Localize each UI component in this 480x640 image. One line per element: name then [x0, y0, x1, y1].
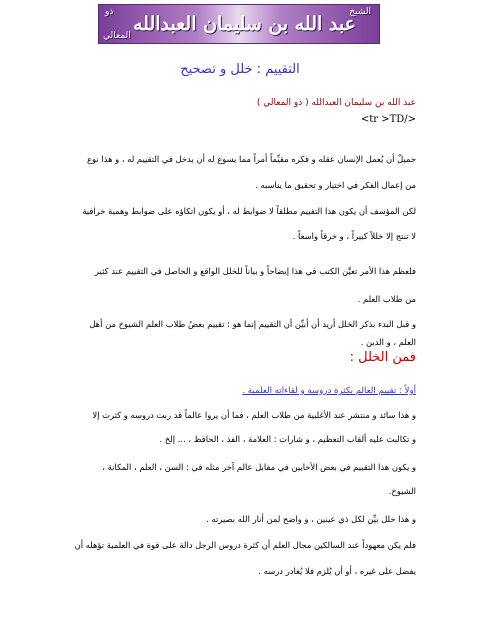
paragraph-line: من طلاب العلم . — [357, 294, 416, 304]
banner-nickname-bottom: المعالي — [103, 31, 131, 41]
header-banner — [98, 4, 380, 44]
section-line: فلم يكن معهوداً عند السالكين مجال العلم أن كثرة دروس الرجل دالة على قوة في العلمية تؤهله أن — [74, 540, 416, 550]
paragraph-line: لكن المؤسف أن يكون هذا التقييم مطلقاً لا ضوابط له ، أو يكون اتكاؤه على ضوابط وهمية خرافية — [82, 206, 416, 216]
author-line: عبد الله بن سليمان العبدالله ( ذو المعالي ) — [256, 98, 416, 108]
paragraph-line: العلم ، و الدين . — [360, 337, 416, 347]
paragraph-line: و قبل البدء بذكر الخلل أريد أن أبيِّن أن التقييم إنما هو : تقييم بعضُ طلاب العلم الشيوخ من أهل — [89, 319, 416, 329]
section-line: يفضل على غيره ، أو أن يُلزم فلا يُغادر درسه . — [258, 566, 416, 576]
section-line: و هذا خلل بيِّن لكل ذي عينين ، و واضح لمن أنار الله بصيرته . — [206, 514, 416, 524]
section-line: و تكالبت عليه ألقاب التعظيم ، و شارات : العلامة ، الفذ ، الحافظ ، ... إلخ . — [159, 434, 416, 444]
banner-nickname-top: ذو — [105, 7, 114, 17]
paragraph-line: جميلٌ أن يُعمل الإنسان عقله و فكره مقيِّماً أمراً مما يسوغ له أن يدخل في التقييم له ، و هذا نوع — [87, 154, 416, 164]
banner-sheikh-name: عبد الله بن سليمان العبدالله — [133, 13, 356, 35]
section-line: الشيوخ. — [388, 486, 416, 496]
banner-title-word: الشيخ — [349, 7, 371, 17]
paragraph-line: من إعمال الفكر في اختيار و تحقيق ما يناسبه . — [255, 180, 416, 190]
paragraph-line: فلعظم هذا الأمر تعيَّن الكتب في هذا إيضاحاً و بياناً للخلل الواقع و الحاصل في التقييم عند كثير — [94, 266, 416, 276]
section-line: و يكون هذا التقييم في بعض الأحايين في مقابل عالم آخر مثله في : السن ، العلم ، المكانة ، — [102, 462, 416, 472]
subheading: أولاً : تقييم العالم بكثرة دروسه و لقاءاته العلمية . — [242, 386, 416, 396]
section-line: و هذا سائد و منتشر عند الأغلبية من طلاب العلم ، فما أن يروا عالماً قد ربت دروسه و كثرت إلا — [92, 410, 416, 420]
html-fragment-text: <tr >TD/> — [360, 114, 416, 125]
page-title: التقييم : خلل و تصحيح — [180, 62, 300, 77]
section-heading: فمن الخلل : — [349, 350, 416, 365]
paragraph-line: لا تنتج إلا خللاً كبيراً ، و خرقاً واسعاً . — [292, 231, 416, 241]
